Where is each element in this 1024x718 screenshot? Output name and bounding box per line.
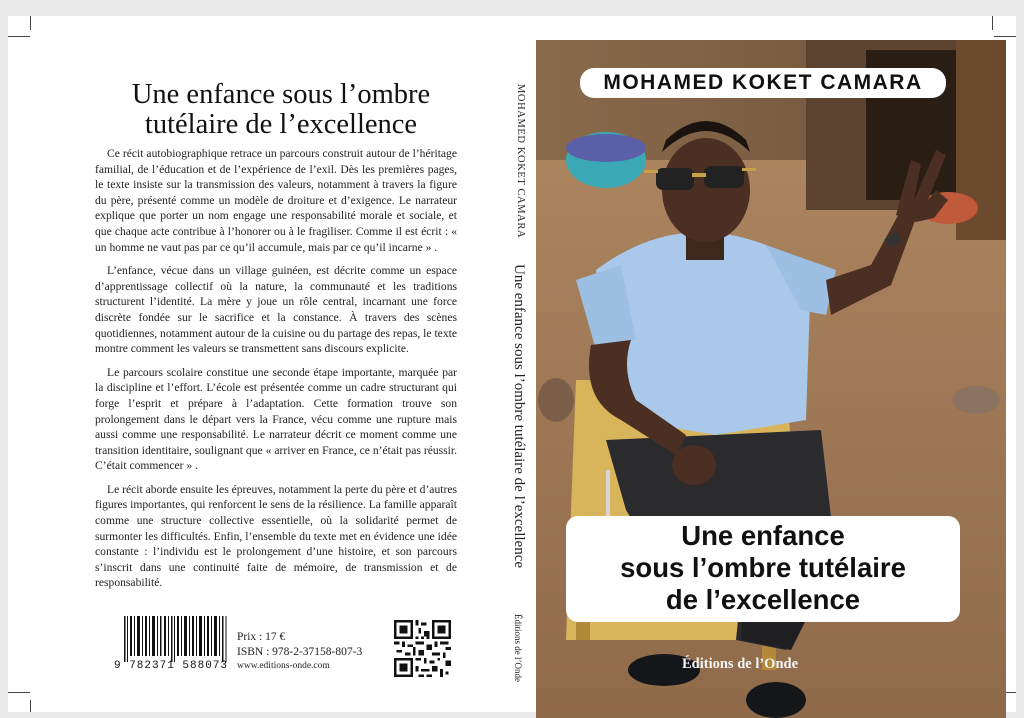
spine-title: Une enfance sous l’ombre tutélaire de l’excellence bbox=[511, 264, 527, 569]
front-author-name: MOHAMED KOKET CAMARA bbox=[603, 71, 923, 94]
back-title-line: tutélaire de l’excellence bbox=[144, 109, 418, 140]
spine-publisher: Éditions de l’Onde bbox=[513, 614, 523, 682]
front-cover bbox=[536, 40, 1006, 718]
back-cover-title bbox=[34, 80, 528, 140]
book-cover-sheet bbox=[8, 16, 1016, 712]
summary-paragraph: Le parcours scolaire constitue une seconde étape importante, marquée par la discipline et l’effort. L’école est présentée comme un cadre structurant qui forge l’esprit et prépare à l’adaptation. Cette formation trouve son prolongement dans le départ vers la France, vécu comme une rupture mais aussi comme une responsabilité. Le narrateur décrit ce moment comme une transition identitaire, soulignant que « arriver en France, ce n’était pas réussir. C’était commencer » . bbox=[95, 365, 457, 473]
crop-mark bbox=[994, 36, 1016, 37]
summary-paragraph: Le récit aborde ensuite les épreuves, notamment la perte du père et d’autres figures importantes, qui renforcent le sens de la résilience. La famille apparaît comme une structure collective essentielle, où la solidarité permet de surmonter les difficultés. Enfin, l’ensemble du texte met en évidence une idée constante : l’individu est le prolongement d’une histoire, et son parcours s’inscrit dans une continuité faite de mémoire, de transmission et de responsabilité. bbox=[95, 482, 457, 590]
isbn-label: ISBN : 978-2-37158-807-3 bbox=[237, 645, 363, 658]
crop-mark bbox=[30, 700, 31, 712]
barcode-digits: 9 782371 588073 bbox=[114, 660, 229, 672]
price-label: Prix : 17 € bbox=[237, 631, 286, 643]
front-title-line: sous l’ombre tutélaire bbox=[620, 552, 906, 583]
front-title-line: Une enfance bbox=[681, 520, 845, 551]
publisher-website: www.editions-onde.com bbox=[237, 661, 330, 671]
qr-code-icon bbox=[394, 620, 451, 677]
summary-paragraph: L’enfance, vécue dans un village guinéen, est décrite comme un espace d’apprentissage collectif où la nature, la communauté et les traditions structurent l’identité. La mère y joue un rôle central, incarnant une force discrète fondée sur le sacrifice et la constance. À travers des scènes quotidiennes, notamment autour de la cuisine ou du partage des repas, le texte montre comment les valeurs se transmettent sans discours explicite. bbox=[95, 264, 457, 356]
crop-mark bbox=[992, 16, 993, 30]
crop-mark bbox=[30, 16, 31, 30]
front-publisher: Éditions de l’Onde bbox=[682, 656, 799, 672]
back-title-line: Une enfance sous l’ombre bbox=[131, 79, 431, 110]
spine-author: MOHAMED KOKET CAMARA bbox=[515, 84, 526, 239]
front-author-banner bbox=[580, 68, 946, 98]
back-cover bbox=[34, 36, 528, 706]
isbn-barcode bbox=[114, 616, 232, 676]
back-cover-summary bbox=[95, 146, 457, 599]
summary-paragraph: Ce récit autobiographique retrace un parcours construit autour de l’héritage familial, de l’éducation et de l’expérience de l’exil. Dès les premières pages, le texte insiste sur la transmission des valeurs, notamment à travers la figure du père, présenté comme un modèle de droiture et d’exigence. Le narrateur explique que porter un nom engage une responsabilité morale et sociale, et que chaque acte contribue à l’honorer ou à le fragiliser. Comme il est écrit : « un homme ne vaut pas par ce qu’il accumule, mais par ce qu’il incarne » . bbox=[95, 147, 457, 254]
crop-mark bbox=[8, 692, 30, 693]
front-title-box bbox=[566, 516, 960, 622]
crop-mark bbox=[8, 36, 30, 37]
price-block bbox=[237, 630, 362, 674]
front-title-line: de l’excellence bbox=[665, 584, 861, 615]
book-spine bbox=[505, 34, 535, 716]
barcode-icon bbox=[124, 616, 230, 662]
